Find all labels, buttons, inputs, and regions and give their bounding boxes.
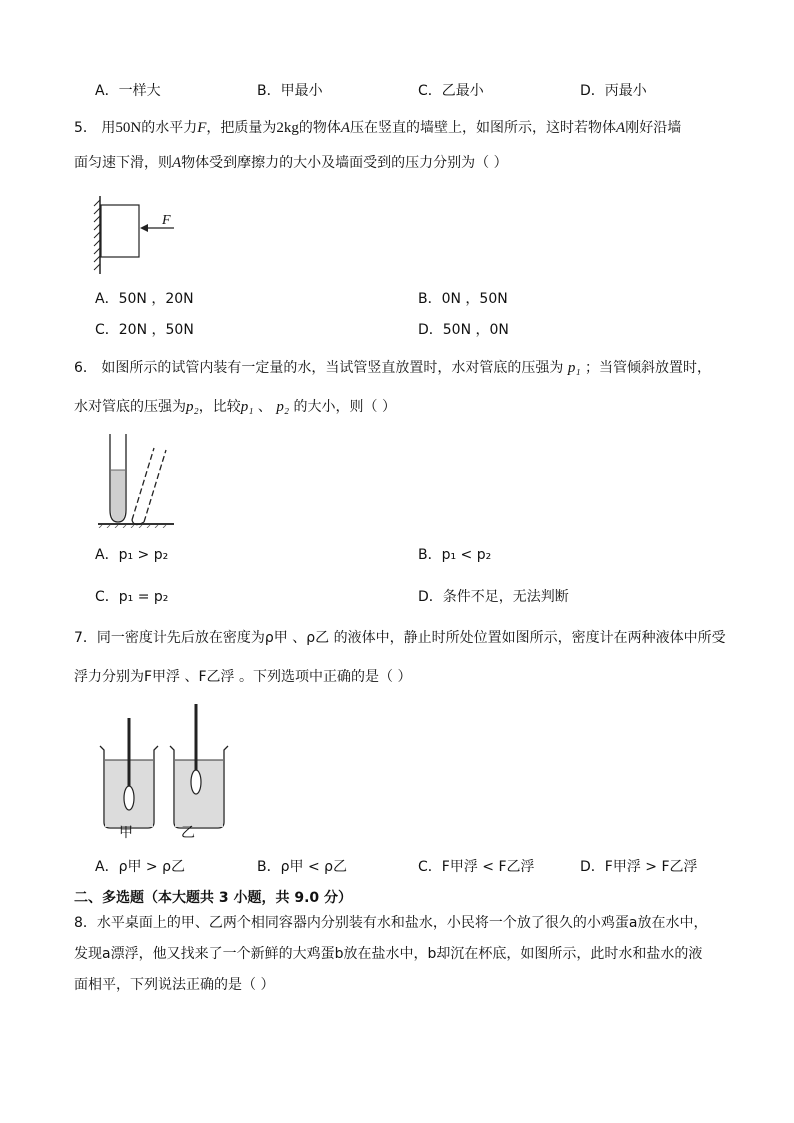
label-yi: 乙 bbox=[181, 825, 195, 841]
q5-wall-block-figure bbox=[92, 194, 188, 276]
q6-option-a[interactable]: A．p₁ > p₂ bbox=[95, 547, 169, 563]
q4-option-b[interactable]: B．甲最小 bbox=[257, 83, 323, 99]
q6-option-b[interactable]: B．p₁ < p₂ bbox=[418, 547, 492, 563]
q4-option-c[interactable]: C．乙最小 bbox=[418, 83, 484, 99]
q7-question-line2: 浮力分别为F甲浮 、F乙浮 。下列选项中正确的是（ ） bbox=[74, 669, 412, 685]
q5-option-a[interactable]: A．50N ，20N bbox=[95, 291, 194, 307]
q8-question-line2: 发现a漂浮，他又找来了一个新鲜的大鸡蛋b放在盐水中，b却沉在杯底，如图所示，此时水和盐水的液 bbox=[74, 946, 703, 962]
section-title: 二、多选题（本大题共 3 小题，共 9.0 分） bbox=[74, 890, 353, 906]
q8-question-line1: 8．水平桌面上的甲、乙两个相同容器内分别装有水和盐水，小民将一个放了很久的小鸡蛋a放在水中， bbox=[74, 915, 708, 931]
q8-question-line3: 面相平，下列说法正确的是（ ） bbox=[74, 977, 275, 993]
q4-option-d[interactable]: D．丙最小 bbox=[580, 83, 647, 99]
q7-option-b[interactable]: B．ρ甲 < ρ乙 bbox=[257, 859, 348, 875]
block-a bbox=[101, 205, 139, 257]
force-label: F bbox=[162, 213, 171, 228]
q7-option-d[interactable]: D．F甲浮 > F乙浮 bbox=[580, 859, 698, 875]
q5-question-line2: 面匀速下滑，则A物体受到摩擦力的大小及墙面受到的压力分别为（ ） bbox=[74, 155, 508, 171]
q4-option-a[interactable]: A．一样大 bbox=[95, 83, 161, 99]
q6-option-c[interactable]: C．p₁ = p₂ bbox=[95, 589, 169, 605]
q5-option-b[interactable]: B．0N ，50N bbox=[418, 291, 508, 307]
q6-test-tube-figure bbox=[96, 430, 200, 528]
q7-hydrometer-figure bbox=[96, 702, 236, 842]
q6-question-line2: 水对管底的压强为p₂，比较p₁ 、 p₂ 的大小，则（ ） bbox=[74, 399, 396, 415]
liquid-yi bbox=[175, 760, 223, 827]
q7-option-a[interactable]: A．ρ甲 > ρ乙 bbox=[95, 859, 185, 875]
q5-option-c[interactable]: C．20N ，50N bbox=[95, 322, 194, 338]
q7-option-c[interactable]: C．F甲浮 < F乙浮 bbox=[418, 859, 535, 875]
water-vertical bbox=[111, 470, 125, 521]
label-jia: 甲 bbox=[119, 825, 133, 841]
tilted-tube bbox=[132, 448, 154, 520]
q6-option-d[interactable]: D．条件不足，无法判断 bbox=[418, 589, 569, 605]
q7-question-line1: 7．同一密度计先后放在密度为ρ甲 、ρ乙 的液体中，静止时所处位置如图所示，密度计在两种液体中所受 bbox=[74, 630, 726, 646]
q6-question-line1: 6． 如图所示的试管内装有一定量的水，当试管竖直放置时，水对管底的压强为 p₁ ；当管倾斜放置时， bbox=[74, 360, 711, 376]
q5-question-line1: 5． 用50N的水平力F，把质量为2kg的物体A压在竖直的墙壁上，如图所示，这时若物体A刚好沿墙 bbox=[74, 120, 682, 136]
q5-option-d[interactable]: D．50N ，0N bbox=[418, 322, 509, 338]
